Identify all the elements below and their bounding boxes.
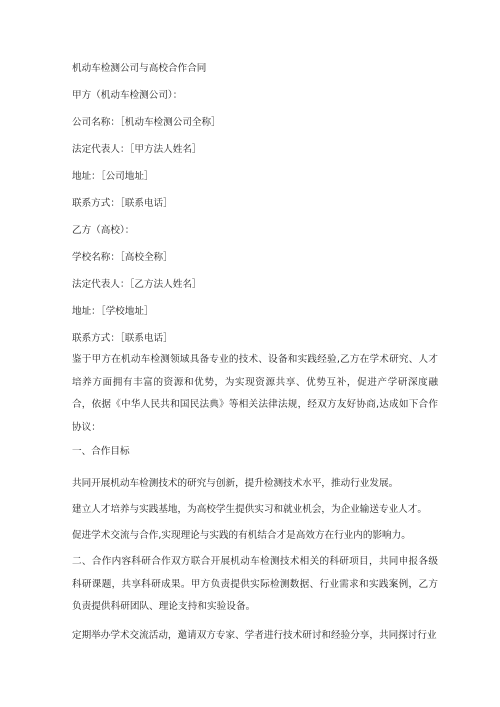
section-1-item: 建立人才培养与实践基地，为高校学生提供实习和就业机会，为企业输送专业人才。 [72, 504, 427, 515]
party-a-contact: 联系方式：［联系电话］ [72, 198, 173, 209]
party-b-contact: 联系方式：［联系电话］ [72, 333, 173, 344]
party-a-company-name: 公司名称：［机动车检测公司全称］ [72, 117, 221, 128]
party-b-address: 地址：［学校地址］ [72, 306, 154, 317]
party-b-school-name: 学校名称：［高校全称］ [72, 252, 173, 263]
party-a-address: 地址：［公司地址］ [72, 171, 154, 182]
party-a-legal-rep: 法定代表人：［甲方法人姓名］ [72, 144, 202, 155]
party-a-header: 甲方（机动车检测公司）： [72, 90, 183, 101]
preamble-paragraph: 鉴于甲方在机动车检测领域具备专业的技术、设备和实践经验,乙方在学术研究、人才培养方面拥有丰富的资源和优势，为实现资源共享、优势互补，促进产学研深度融合，依据《中华人民共和国民法典》等相关法律法规，经双方友好协商,达成如下合作协议： [72, 354, 438, 433]
section-1-heading: 一、合作目标 [72, 446, 130, 457]
section-1-item: 共同开展机动车检测技术的研究与创新，提升检测技术水平，推动行业发展。 [72, 478, 399, 489]
party-b-legal-rep: 法定代表人：［乙方法人姓名］ [72, 279, 202, 290]
section-2-next-line: 定期举办学术交流活动，邀请双方专家、学者进行技术研讨和经验分享，共同探讨行业 [72, 629, 437, 641]
document-title: 机动车检测公司与高校合作合同 [72, 63, 207, 74]
party-b-header: 乙方（高校）： [72, 225, 135, 236]
section-2-paragraph: 二、合作内容科研合作双方联合开展机动车检测技术相关的科研项目，共同申报各级科研课题，共享科研成果。甲方负责提供实际检测数据、行业需求和实践案例，乙方负责提供科研团队、理论支持和实验设备。 [72, 556, 438, 612]
section-1-item: 促进学术交流与合作,实现理论与实践的有机结合才是高效方在行业内的影响力。 [72, 530, 411, 541]
contract-document [72, 62, 438, 651]
